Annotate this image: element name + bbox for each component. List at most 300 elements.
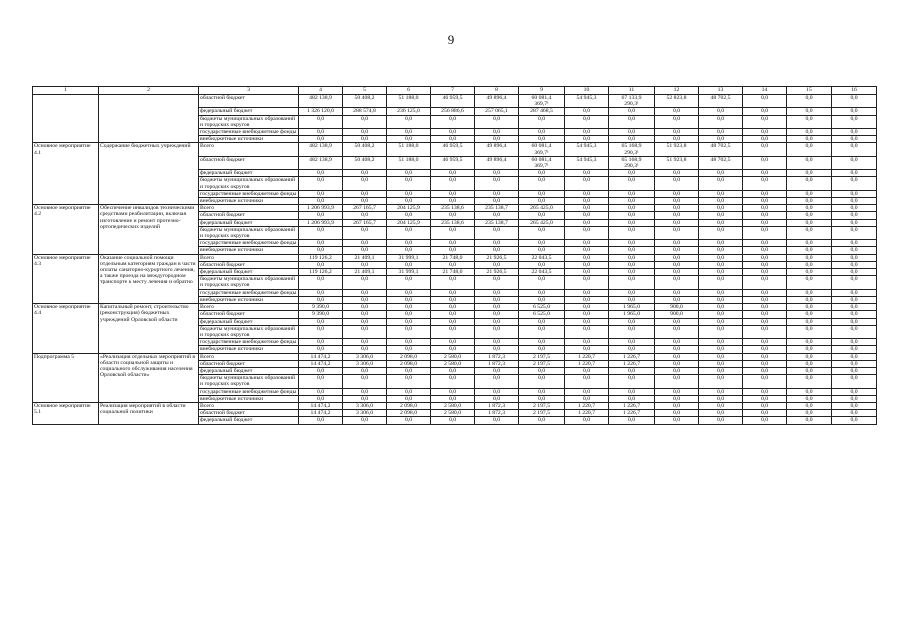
amount-cell: 0,0 bbox=[565, 177, 609, 190]
amount-cell: 21 409,1 bbox=[343, 254, 387, 261]
amount-cell: 1 220,7 bbox=[565, 360, 609, 367]
funding-source-label: внебюджетные источники bbox=[199, 198, 299, 205]
funding-source-label: внебюджетные источники bbox=[199, 346, 299, 353]
amount-cell: 0,0 bbox=[699, 198, 743, 205]
amount-cell: 0,0 bbox=[343, 177, 387, 190]
amount-cell: 0,0 bbox=[743, 95, 787, 108]
amount-cell: 235 138,7 bbox=[475, 205, 519, 212]
amount-cell: 14 474,2 bbox=[299, 402, 343, 409]
amount-cell: 0,0 bbox=[299, 276, 343, 289]
amount-cell: 0,0 bbox=[832, 269, 877, 276]
amount-cell: 0,0 bbox=[655, 353, 699, 360]
amount-cell: 9 390,0 bbox=[299, 304, 343, 311]
amount-cell: 0,0 bbox=[609, 219, 655, 226]
amount-cell: 0,0 bbox=[655, 129, 699, 136]
amount-cell: 0,0 bbox=[431, 346, 475, 353]
amount-cell: 1 206 993,9 bbox=[299, 205, 343, 212]
program-item-cell: Подпрограмма 5 bbox=[33, 353, 99, 402]
funding-source-label: бюджеты муниципальных образований и городских округов bbox=[199, 276, 299, 289]
amount-cell: 0,0 bbox=[655, 360, 699, 367]
amount-cell: 0,0 bbox=[832, 254, 877, 261]
amount-cell: 0,0 bbox=[832, 410, 877, 417]
amount-cell: 0,0 bbox=[743, 346, 787, 353]
program-name-cell: Оказание социальной помощи отдельным категориям граждан в части оплаты санаторно-курортного лечения, а также проезда на междугородном транспорте к месту лечения и обратно bbox=[99, 254, 199, 303]
amount-cell: 0,0 bbox=[475, 339, 519, 346]
amount-cell: 0,0 bbox=[655, 296, 699, 303]
amount-cell: 0,0 bbox=[519, 261, 565, 268]
amount-cell: 0,0 bbox=[343, 115, 387, 128]
amount-cell: 0,0 bbox=[343, 190, 387, 197]
amount-cell: 0,0 bbox=[431, 261, 475, 268]
amount-cell: 0,0 bbox=[832, 339, 877, 346]
amount-cell: 1 220,7 bbox=[565, 353, 609, 360]
amount-cell: 0,0 bbox=[743, 269, 787, 276]
amount-cell: 204 125,9 bbox=[387, 219, 431, 226]
amount-cell: 0,0 bbox=[787, 240, 832, 247]
column-number-header: 13 bbox=[699, 87, 743, 95]
amount-cell: 0,0 bbox=[743, 108, 787, 115]
amount-cell: 0,0 bbox=[743, 375, 787, 388]
amount-cell: 0,0 bbox=[343, 395, 387, 402]
amount-cell: 0,0 bbox=[565, 289, 609, 296]
amount-cell: 0,0 bbox=[787, 269, 832, 276]
column-number-header: 9 bbox=[519, 87, 565, 95]
amount-cell: 0,0 bbox=[299, 129, 343, 136]
amount-cell: 0,0 bbox=[743, 212, 787, 219]
funding-source-label: государственные внебюджетные фонды bbox=[199, 339, 299, 346]
amount-cell: 0,0 bbox=[609, 254, 655, 261]
amount-cell: 0,0 bbox=[655, 395, 699, 402]
funding-source-label: внебюджетные источники bbox=[199, 395, 299, 402]
funding-source-label: федеральный бюджет bbox=[199, 318, 299, 325]
amount-cell: 0,0 bbox=[743, 402, 787, 409]
amount-cell: 0,0 bbox=[655, 212, 699, 219]
funding-source-label: государственные внебюджетные фонды bbox=[199, 240, 299, 247]
amount-cell: 0,0 bbox=[743, 254, 787, 261]
amount-cell: 0,0 bbox=[519, 289, 565, 296]
amount-cell: 0,0 bbox=[787, 226, 832, 239]
amount-cell: 0,0 bbox=[387, 170, 431, 177]
table-row bbox=[33, 143, 877, 156]
amount-cell: 60 081,4 369,7¹ bbox=[519, 156, 565, 169]
amount-cell: 0,0 bbox=[743, 261, 787, 268]
funding-source-label: Всего bbox=[199, 143, 299, 156]
amount-cell: 0,0 bbox=[655, 261, 699, 268]
amount-cell: 0,0 bbox=[655, 190, 699, 197]
amount-cell: 482 138,9 bbox=[299, 156, 343, 169]
amount-cell: 1 226,7 bbox=[609, 402, 655, 409]
amount-cell: 3 306,0 bbox=[343, 353, 387, 360]
amount-cell: 1 872,3 bbox=[475, 402, 519, 409]
amount-cell: 0,0 bbox=[655, 170, 699, 177]
amount-cell: 2 197,5 bbox=[519, 360, 565, 367]
amount-cell: 0,0 bbox=[655, 325, 699, 338]
amount-cell: 0,0 bbox=[743, 247, 787, 254]
amount-cell: 1 872,3 bbox=[475, 410, 519, 417]
amount-cell: 0,0 bbox=[475, 115, 519, 128]
amount-cell: 2 098,0 bbox=[387, 402, 431, 409]
amount-cell: 0,0 bbox=[655, 375, 699, 388]
amount-cell: 6 525,0 bbox=[519, 311, 565, 318]
amount-cell: 0,0 bbox=[299, 247, 343, 254]
amount-cell: 0,0 bbox=[832, 360, 877, 367]
amount-cell: 0,0 bbox=[431, 318, 475, 325]
table-row bbox=[33, 254, 877, 261]
amount-cell: 0,0 bbox=[343, 289, 387, 296]
amount-cell: 0,0 bbox=[299, 417, 343, 424]
table-header bbox=[33, 87, 877, 95]
amount-cell: 0,0 bbox=[832, 304, 877, 311]
amount-cell: 0,0 bbox=[299, 261, 343, 268]
amount-cell: 0,0 bbox=[431, 276, 475, 289]
amount-cell: 0,0 bbox=[699, 402, 743, 409]
amount-cell: 0,0 bbox=[699, 325, 743, 338]
table-row bbox=[33, 402, 877, 409]
amount-cell: 119 126,2 bbox=[299, 254, 343, 261]
funding-source-label: бюджеты муниципальных образований и городских округов bbox=[199, 325, 299, 338]
table-body bbox=[33, 95, 877, 425]
amount-cell: 0,0 bbox=[387, 261, 431, 268]
column-number-header: 4 bbox=[299, 87, 343, 95]
amount-cell: 0,0 bbox=[565, 325, 609, 338]
amount-cell: 0,0 bbox=[519, 375, 565, 388]
funding-source-label: областной бюджет bbox=[199, 311, 299, 318]
amount-cell: 235 138,7 bbox=[475, 219, 519, 226]
amount-cell: 0,0 bbox=[431, 177, 475, 190]
program-item-cell: Основное мероприятие 4.4 bbox=[33, 304, 99, 353]
program-item-cell bbox=[33, 95, 99, 143]
amount-cell: 0,0 bbox=[431, 212, 475, 219]
funding-source-label: федеральный бюджет bbox=[199, 170, 299, 177]
amount-cell: 0,0 bbox=[565, 276, 609, 289]
funding-source-label: федеральный бюджет bbox=[199, 269, 299, 276]
amount-cell: 0,0 bbox=[743, 339, 787, 346]
amount-cell: 0,0 bbox=[431, 388, 475, 395]
funding-source-label: государственные внебюджетные фонды bbox=[199, 289, 299, 296]
amount-cell: 14 474,2 bbox=[299, 410, 343, 417]
amount-cell: 0,0 bbox=[787, 219, 832, 226]
amount-cell: 67 133,9 290,3¹ bbox=[609, 95, 655, 108]
amount-cell: 0,0 bbox=[475, 247, 519, 254]
amount-cell: 2 098,0 bbox=[387, 360, 431, 367]
amount-cell: 0,0 bbox=[787, 311, 832, 318]
amount-cell: 236 125,0 bbox=[387, 108, 431, 115]
amount-cell: 1 965,0 bbox=[609, 304, 655, 311]
amount-cell: 0,0 bbox=[343, 296, 387, 303]
amount-cell: 0,0 bbox=[609, 289, 655, 296]
amount-cell: 0,0 bbox=[387, 198, 431, 205]
amount-cell: 0,0 bbox=[431, 304, 475, 311]
amount-cell: 0,0 bbox=[787, 276, 832, 289]
amount-cell: 0,0 bbox=[565, 388, 609, 395]
funding-source-label: федеральный бюджет bbox=[199, 219, 299, 226]
amount-cell: 0,0 bbox=[609, 367, 655, 374]
amount-cell: 0,0 bbox=[655, 410, 699, 417]
amount-cell: 0,0 bbox=[431, 226, 475, 239]
amount-cell: 0,0 bbox=[655, 318, 699, 325]
amount-cell: 0,0 bbox=[565, 417, 609, 424]
amount-cell: 0,0 bbox=[832, 367, 877, 374]
amount-cell: 0,0 bbox=[743, 410, 787, 417]
amount-cell: 0,0 bbox=[343, 367, 387, 374]
amount-cell: 0,0 bbox=[565, 198, 609, 205]
amount-cell: 0,0 bbox=[832, 276, 877, 289]
amount-cell: 0,0 bbox=[431, 247, 475, 254]
amount-cell: 50 408,2 bbox=[343, 143, 387, 156]
amount-cell: 0,0 bbox=[743, 417, 787, 424]
budget-table-container bbox=[32, 86, 876, 425]
amount-cell: 0,0 bbox=[699, 254, 743, 261]
column-number-header: 10 bbox=[565, 87, 609, 95]
amount-cell: 0,0 bbox=[832, 318, 877, 325]
amount-cell: 0,0 bbox=[299, 367, 343, 374]
amount-cell: 0,0 bbox=[832, 156, 877, 169]
amount-cell: 0,0 bbox=[343, 261, 387, 268]
amount-cell: 0,0 bbox=[655, 254, 699, 261]
amount-cell: 0,0 bbox=[343, 212, 387, 219]
amount-cell: 0,0 bbox=[343, 129, 387, 136]
amount-cell: 1 965,0 bbox=[609, 311, 655, 318]
amount-cell: 0,0 bbox=[609, 395, 655, 402]
column-number-header: 14 bbox=[743, 87, 787, 95]
amount-cell: 0,0 bbox=[431, 395, 475, 402]
amount-cell: 0,0 bbox=[787, 95, 832, 108]
amount-cell: 0,0 bbox=[655, 205, 699, 212]
amount-cell: 49 896,4 bbox=[475, 143, 519, 156]
amount-cell: 0,0 bbox=[565, 108, 609, 115]
amount-cell: 0,0 bbox=[431, 115, 475, 128]
amount-cell: 0,0 bbox=[743, 353, 787, 360]
amount-cell: 0,0 bbox=[431, 170, 475, 177]
amount-cell: 2 098,0 bbox=[387, 353, 431, 360]
amount-cell: 0,0 bbox=[609, 198, 655, 205]
amount-cell: 0,0 bbox=[655, 247, 699, 254]
funding-source-label: Всего bbox=[199, 402, 299, 409]
amount-cell: 0,0 bbox=[832, 417, 877, 424]
amount-cell: 0,0 bbox=[787, 375, 832, 388]
amount-cell: 65 168,9 290,3¹ bbox=[609, 143, 655, 156]
amount-cell: 0,0 bbox=[387, 296, 431, 303]
amount-cell: 0,0 bbox=[299, 226, 343, 239]
amount-cell: 46 959,5 bbox=[431, 143, 475, 156]
amount-cell: 0,0 bbox=[387, 311, 431, 318]
amount-cell: 49 896,4 bbox=[475, 156, 519, 169]
funding-source-label: бюджеты муниципальных образований и городских округов bbox=[199, 375, 299, 388]
amount-cell: 0,0 bbox=[519, 190, 565, 197]
amount-cell: 2 197,5 bbox=[519, 353, 565, 360]
amount-cell: 0,0 bbox=[787, 318, 832, 325]
amount-cell: 0,0 bbox=[699, 276, 743, 289]
amount-cell: 0,0 bbox=[832, 346, 877, 353]
amount-cell: 3 306,0 bbox=[343, 360, 387, 367]
amount-cell: 0,0 bbox=[787, 339, 832, 346]
amount-cell: 0,0 bbox=[832, 289, 877, 296]
amount-cell: 1 226,7 bbox=[609, 353, 655, 360]
amount-cell: 0,0 bbox=[299, 190, 343, 197]
amount-cell: 1 220,7 bbox=[565, 402, 609, 409]
amount-cell: 0,0 bbox=[743, 240, 787, 247]
amount-cell: 0,0 bbox=[565, 367, 609, 374]
funding-source-label: областной бюджет bbox=[199, 156, 299, 169]
column-number-header: 7 bbox=[431, 87, 475, 95]
amount-cell: 0,0 bbox=[743, 190, 787, 197]
amount-cell: 0,0 bbox=[743, 367, 787, 374]
amount-cell: 0,0 bbox=[787, 325, 832, 338]
program-name-cell: Обеспечение инвалидов техническими средствами реабилитации, включая изготовление и ремонт протезно-ортопедических изделий bbox=[99, 205, 199, 254]
amount-cell: 0,0 bbox=[699, 240, 743, 247]
amount-cell: 0,0 bbox=[475, 177, 519, 190]
table-row bbox=[33, 304, 877, 311]
amount-cell: 0,0 bbox=[655, 136, 699, 143]
funding-source-label: государственные внебюджетные фонды bbox=[199, 129, 299, 136]
amount-cell: 0,0 bbox=[787, 296, 832, 303]
amount-cell: 0,0 bbox=[787, 212, 832, 219]
funding-source-label: областной бюджет bbox=[199, 95, 299, 108]
program-name-cell: «Реализация отдельных мероприятий в области социальной защиты и социального обслуживания населения Орловской области» bbox=[99, 353, 199, 402]
amount-cell: 0,0 bbox=[609, 177, 655, 190]
amount-cell: 0,0 bbox=[743, 304, 787, 311]
amount-cell: 51 923,8 bbox=[655, 156, 699, 169]
amount-cell: 2 580,0 bbox=[431, 360, 475, 367]
amount-cell: 0,0 bbox=[299, 136, 343, 143]
amount-cell: 0,0 bbox=[787, 402, 832, 409]
amount-cell: 0,0 bbox=[609, 375, 655, 388]
amount-cell: 0,0 bbox=[299, 170, 343, 177]
amount-cell: 0,0 bbox=[431, 240, 475, 247]
amount-cell: 50 408,2 bbox=[343, 95, 387, 108]
amount-cell: 0,0 bbox=[475, 212, 519, 219]
amount-cell: 65 168,9 290,3¹ bbox=[609, 156, 655, 169]
amount-cell: 0,0 bbox=[387, 289, 431, 296]
amount-cell: 0,0 bbox=[387, 395, 431, 402]
amount-cell: 0,0 bbox=[743, 205, 787, 212]
column-number-header: 11 bbox=[609, 87, 655, 95]
amount-cell: 0,0 bbox=[787, 395, 832, 402]
amount-cell: 0,0 bbox=[787, 346, 832, 353]
amount-cell: 60 081,4 369,7¹ bbox=[519, 95, 565, 108]
amount-cell: 51 923,8 bbox=[655, 143, 699, 156]
funding-source-label: областной бюджет bbox=[199, 261, 299, 268]
amount-cell: 0,0 bbox=[387, 367, 431, 374]
amount-cell: 0,0 bbox=[787, 156, 832, 169]
amount-cell: 0,0 bbox=[343, 304, 387, 311]
amount-cell: 0,0 bbox=[387, 129, 431, 136]
funding-source-label: Всего bbox=[199, 353, 299, 360]
amount-cell: 0,0 bbox=[832, 115, 877, 128]
amount-cell: 0,0 bbox=[475, 417, 519, 424]
amount-cell: 0,0 bbox=[655, 346, 699, 353]
amount-cell: 0,0 bbox=[299, 198, 343, 205]
amount-cell: 0,0 bbox=[609, 226, 655, 239]
amount-cell: 0,0 bbox=[299, 177, 343, 190]
amount-cell: 0,0 bbox=[699, 375, 743, 388]
amount-cell: 0,0 bbox=[832, 353, 877, 360]
amount-cell: 1 326 120,0 bbox=[299, 108, 343, 115]
amount-cell: 0,0 bbox=[475, 388, 519, 395]
amount-cell: 0,0 bbox=[343, 417, 387, 424]
funding-source-label: Всего bbox=[199, 205, 299, 212]
amount-cell: 0,0 bbox=[743, 311, 787, 318]
amount-cell: 0,0 bbox=[343, 346, 387, 353]
funding-source-label: федеральный бюджет bbox=[199, 367, 299, 374]
amount-cell: 0,0 bbox=[387, 136, 431, 143]
amount-cell: 0,0 bbox=[565, 339, 609, 346]
amount-cell: 0,0 bbox=[431, 375, 475, 388]
amount-cell: 0,0 bbox=[655, 240, 699, 247]
amount-cell: 0,0 bbox=[475, 136, 519, 143]
amount-cell: 0,0 bbox=[431, 296, 475, 303]
amount-cell: 0,0 bbox=[699, 289, 743, 296]
amount-cell: 0,0 bbox=[387, 346, 431, 353]
amount-cell: 0,0 bbox=[743, 156, 787, 169]
amount-cell: 0,0 bbox=[699, 346, 743, 353]
amount-cell: 0,0 bbox=[609, 190, 655, 197]
amount-cell: 0,0 bbox=[787, 198, 832, 205]
amount-cell: 0,0 bbox=[565, 240, 609, 247]
funding-source-label: бюджеты муниципальных образований и городских округов bbox=[199, 115, 299, 128]
amount-cell: 9 390,0 bbox=[299, 311, 343, 318]
amount-cell: 0,0 bbox=[609, 318, 655, 325]
amount-cell: 0,0 bbox=[431, 325, 475, 338]
amount-cell: 21 409,1 bbox=[343, 269, 387, 276]
amount-cell: 48 702,5 bbox=[699, 156, 743, 169]
column-number-header: 3 bbox=[199, 87, 299, 95]
amount-cell: 0,0 bbox=[832, 198, 877, 205]
amount-cell: 0,0 bbox=[699, 115, 743, 128]
amount-cell: 0,0 bbox=[519, 240, 565, 247]
amount-cell: 0,0 bbox=[519, 115, 565, 128]
amount-cell: 0,0 bbox=[609, 212, 655, 219]
amount-cell: 0,0 bbox=[787, 254, 832, 261]
amount-cell: 0,0 bbox=[387, 325, 431, 338]
amount-cell: 0,0 bbox=[787, 410, 832, 417]
amount-cell: 0,0 bbox=[299, 318, 343, 325]
amount-cell: 0,0 bbox=[299, 115, 343, 128]
amount-cell: 288 574,8 bbox=[343, 108, 387, 115]
amount-cell: 0,0 bbox=[655, 219, 699, 226]
amount-cell: 0,0 bbox=[475, 198, 519, 205]
funding-source-label: Всего bbox=[199, 304, 299, 311]
amount-cell: 0,0 bbox=[655, 402, 699, 409]
amount-cell: 0,0 bbox=[832, 325, 877, 338]
amount-cell: 51 188,0 bbox=[387, 143, 431, 156]
amount-cell: 0,0 bbox=[519, 325, 565, 338]
amount-cell: 0,0 bbox=[609, 129, 655, 136]
amount-cell: 21 926,5 bbox=[475, 254, 519, 261]
amount-cell: 0,0 bbox=[387, 339, 431, 346]
amount-cell: 48 702,5 bbox=[699, 95, 743, 108]
amount-cell: 0,0 bbox=[787, 360, 832, 367]
amount-cell: 0,0 bbox=[832, 226, 877, 239]
amount-cell: 0,0 bbox=[699, 360, 743, 367]
amount-cell: 54 945,3 bbox=[565, 95, 609, 108]
amount-cell: 0,0 bbox=[743, 289, 787, 296]
amount-cell: 0,0 bbox=[699, 388, 743, 395]
amount-cell: 0,0 bbox=[387, 276, 431, 289]
funding-source-label: государственные внебюджетные фонды bbox=[199, 190, 299, 197]
amount-cell: 46 959,5 bbox=[431, 95, 475, 108]
amount-cell: 0,0 bbox=[343, 311, 387, 318]
amount-cell: 0,0 bbox=[475, 296, 519, 303]
amount-cell: 0,0 bbox=[699, 339, 743, 346]
amount-cell: 0,0 bbox=[565, 318, 609, 325]
amount-cell: 0,0 bbox=[699, 212, 743, 219]
amount-cell: 0,0 bbox=[475, 346, 519, 353]
amount-cell: 900,0 bbox=[655, 311, 699, 318]
amount-cell: 0,0 bbox=[787, 115, 832, 128]
amount-cell: 0,0 bbox=[299, 375, 343, 388]
amount-cell: 0,0 bbox=[787, 129, 832, 136]
